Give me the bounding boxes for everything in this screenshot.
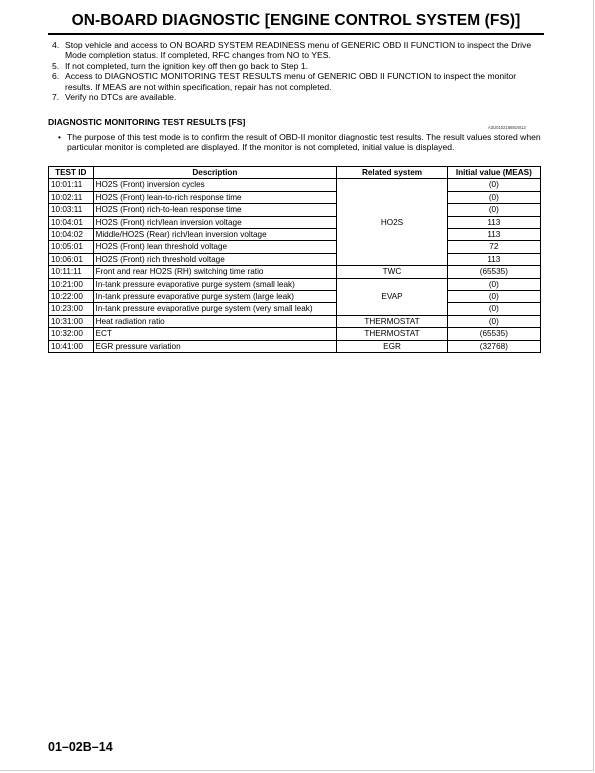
related-system-cell: EGR [337,340,447,352]
description-cell: HO2S (Front) inversion cycles [93,179,337,191]
table-row [49,191,541,203]
step-item [52,61,544,71]
document-code: A3U010218881W13 [488,125,526,130]
table-row [49,291,541,303]
page-number: 01–02B–14 [48,740,113,754]
test-id-cell: 10:01:11 [49,179,94,191]
initial-value-cell: (0) [447,303,540,315]
purpose-text: The purpose of this test mode is to confirm the result of OBD-II monitor diagnostic test results. The result values stored when particular monitor is completed are displayed. If the monitor is not completed, initial value is displayed. [67,132,541,153]
initial-value-cell: (0) [447,179,540,191]
test-id-cell: 10:04:01 [49,216,94,228]
description-cell: HO2S (Front) lean-to-rich response time [93,191,337,203]
test-id-cell: 10:05:01 [49,241,94,253]
table-row [49,328,541,340]
section-heading: DIAGNOSTIC MONITORING TEST RESULTS [FS] [48,117,246,127]
related-system-cell: HO2S [337,179,447,266]
table-row [49,179,541,191]
step-text: Verify no DTCs are available. [65,92,177,103]
related-system-cell: TWC [337,266,447,278]
initial-value-cell: 113 [447,229,540,241]
initial-value-cell: (0) [447,315,540,327]
test-id-cell: 10:04:02 [49,229,94,241]
table-row [49,266,541,278]
step-number: 7. [52,92,60,103]
table-row [49,340,541,352]
procedure-steps [52,40,544,102]
step-text: Access to DIAGNOSTIC MONITORING TEST RESULTS menu of GENERIC OBD II FUNCTION to inspect the monitor results. If MEAS are not within specification, repair has not completed. [65,71,517,92]
initial-value-cell: 113 [447,253,540,265]
test-id-cell: 10:02:11 [49,191,94,203]
purpose-paragraph [58,132,547,152]
table-row [49,241,541,253]
header-test-id: TEST ID [49,167,94,179]
table-row [49,278,541,290]
bullet-icon: • [58,132,62,142]
test-id-cell: 10:41:00 [49,340,94,352]
test-id-cell: 10:03:11 [49,204,94,216]
description-cell: ECT [93,328,337,340]
related-system-cell: EVAP [337,278,447,315]
header-related-system: Related system [337,167,447,179]
initial-value-cell: (65535) [447,266,540,278]
description-cell: HO2S (Front) rich-to-lean response time [93,204,337,216]
header-initial-value: Initial value (MEAS) [447,167,540,179]
description-cell: Middle/HO2S (Rear) rich/lean inversion voltage [93,229,337,241]
table-row [49,204,541,216]
description-cell: EGR pressure variation [93,340,337,352]
page-title: ON-BOARD DIAGNOSTIC [ENGINE CONTROL SYSTEM (FS)] [48,12,544,35]
related-system-cell: THERMOSTAT [337,315,447,327]
test-id-cell: 10:06:01 [49,253,94,265]
table-row [49,303,541,315]
initial-value-cell: (0) [447,291,540,303]
step-number: 4. [52,40,60,50]
test-results-table [48,166,541,353]
header-description: Description [93,167,337,179]
initial-value-cell: (32768) [447,340,540,352]
table-header-row [49,167,541,179]
initial-value-cell: 72 [447,241,540,253]
table-row [49,229,541,241]
description-cell: Heat radiation ratio [93,315,337,327]
description-cell: HO2S (Front) lean threshold voltage [93,241,337,253]
test-id-cell: 10:31:00 [49,315,94,327]
step-item [52,40,544,61]
description-cell: Front and rear HO2S (RH) switching time ratio [93,266,337,278]
step-text: Stop vehicle and access to ON BOARD SYSTEM READINESS menu of GENERIC OBD II FUNCTION to inspect the Drive Mode completion status. If completed, RFC changes from NO to YES. [65,40,532,61]
table-row [49,315,541,327]
description-cell: In-tank pressure evaporative purge system (small leak) [93,278,337,290]
description-cell: In-tank pressure evaporative purge system (very small leak) [93,303,337,315]
test-id-cell: 10:21:00 [49,278,94,290]
description-cell: HO2S (Front) rich threshold voltage [93,253,337,265]
test-id-cell: 10:22:00 [49,291,94,303]
description-cell: HO2S (Front) rich/lean inversion voltage [93,216,337,228]
test-id-cell: 10:32:00 [49,328,94,340]
initial-value-cell: (0) [447,191,540,203]
initial-value-cell: (0) [447,278,540,290]
initial-value-cell: (65535) [447,328,540,340]
test-id-cell: 10:11:11 [49,266,94,278]
description-cell: In-tank pressure evaporative purge system (large leak) [93,291,337,303]
test-id-cell: 10:23:00 [49,303,94,315]
step-item [52,71,544,92]
table-row [49,216,541,228]
initial-value-cell: (0) [447,204,540,216]
step-number: 5. [52,60,60,71]
related-system-cell: THERMOSTAT [337,328,447,340]
step-text: If not completed, turn the ignition key off then go back to Step 1. [65,60,309,71]
initial-value-cell: 113 [447,216,540,228]
step-number: 6. [52,71,60,82]
step-item [52,92,544,102]
table-row [49,253,541,265]
